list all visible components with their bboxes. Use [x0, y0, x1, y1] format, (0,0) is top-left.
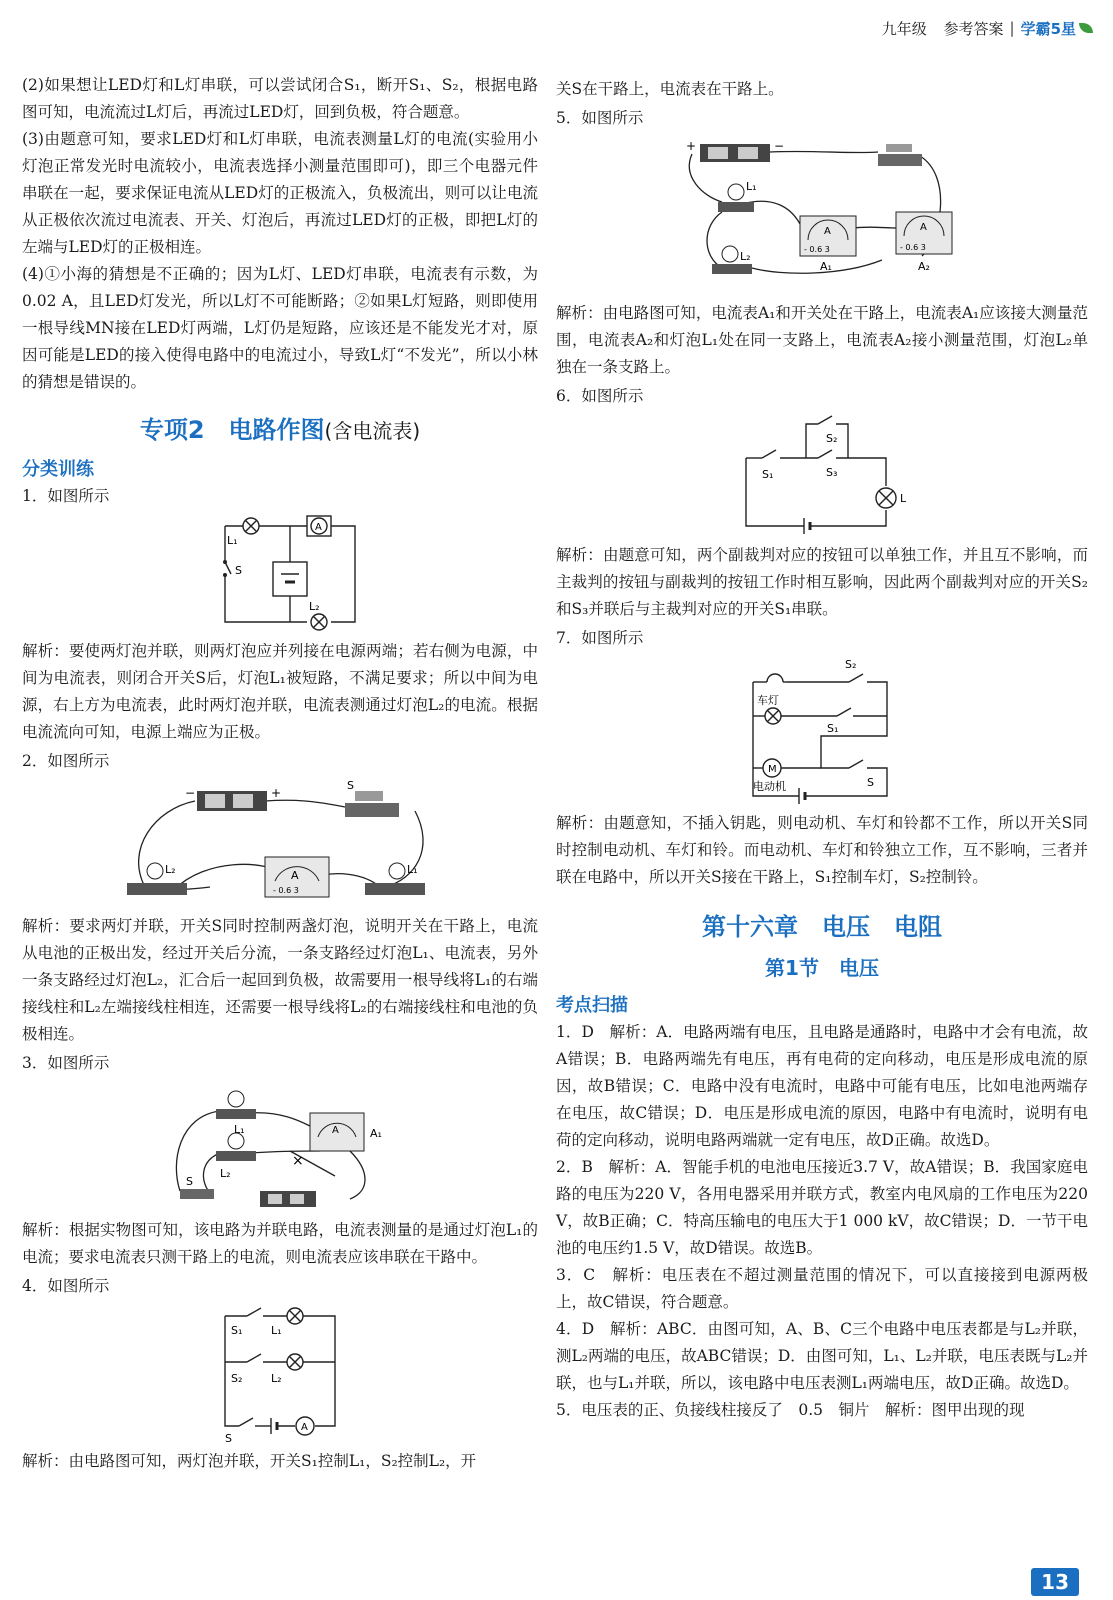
- key-answer-5: 5．电压表的正、负接线柱接反了 0.5 铜片 解析：图甲出现的现: [556, 1401, 1025, 1419]
- f5-ammeter2-label: A: [920, 222, 927, 233]
- answer-2: 解析：要求两灯并联，开关S同时控制两盏灯泡，说明开关在干路上，电流从电池的正极出发，经过开关后分流，一条支路经过灯泡L₁、电流表，另外一条支路经过灯泡L₂，汇合后一起回到负极，故需要用一根导线将L₁的右端接线柱和L₂左端接线柱相连，还需要一根导线将L₂的右端接线柱和电池的负极相连。: [22, 917, 538, 1043]
- f5-plus: +: [686, 139, 697, 153]
- f4-s1-label: S₁: [231, 1324, 243, 1337]
- chapter-title: 第十六章 电压 电阻: [702, 913, 942, 941]
- f4-l1-label: L₁: [271, 1324, 282, 1337]
- f5-scale-1: - 0.6 3: [804, 245, 830, 254]
- question-6-label: 6．如图所示: [556, 387, 644, 405]
- answer-3: 解析：根据实物图可知，该电路为并联电路，电流表测量的是通过灯泡L₁的电流；要求电流表只测干路上的电流，则电流表应该串联在干路中。: [22, 1221, 538, 1266]
- f7-motor-label: 电动机: [753, 780, 786, 793]
- page-number: 13: [1031, 1568, 1079, 1596]
- f6-l-label: L: [900, 492, 907, 505]
- f2-s-label: S: [347, 779, 354, 792]
- f3-l1-label: L₁: [234, 1123, 245, 1136]
- f5-l2-label: L₂: [740, 250, 751, 263]
- figure-2-physical-circuit: [115, 779, 445, 909]
- f1-l1-label: L₁: [227, 534, 238, 547]
- question-5-label: 5．如图所示: [556, 109, 644, 127]
- figure-4-circuit: [205, 1304, 355, 1444]
- question-7-label: 7．如图所示: [556, 629, 644, 647]
- figure-1-circuit: [195, 514, 365, 634]
- f7-s1-label: S₁: [827, 722, 839, 735]
- paragraph-3: (3)由题意可知，要求LED灯和L灯串联，电流表测量L灯的电流(实验用小灯泡正常发光时电流较小，电流表选择小测量范围即可)，即三个电器元件串联在一起，要求保证电流从LED灯的正极流入，负极流出，则可以让电流从正极依次流过电流表、开关、灯泡后，再流过LED灯的正极，即把L灯的左端与LED灯的正极相连。: [22, 130, 538, 256]
- f7-s2-label: S₂: [845, 658, 857, 671]
- f2-plus: +: [271, 786, 282, 800]
- f7-motor-symbol: M: [768, 764, 777, 775]
- answer-1: 解析：要使两灯泡并联，则两灯泡应并列接在电源两端；若右侧为电源，中间为电流表，则闭合开关S后，灯泡L₁被短路，不满足要求；所以中间为电源，右上方为电流表，此时两灯泡并联，电流表测通过灯泡L₂的电流。根据电流流向可知，电源上端应为正极。: [22, 642, 538, 741]
- f1-s-label: S: [235, 564, 242, 577]
- figure-5-physical-circuit: [682, 136, 962, 296]
- brand-logo: 学霸5星: [1020, 19, 1076, 38]
- f5-scale-2: - 0.6 3: [900, 243, 926, 252]
- f4-s2-label: S₂: [231, 1372, 243, 1385]
- f5-l1-label: L₁: [746, 180, 757, 193]
- answer-7: 解析：由题意知，不插入钥匙，则电动机、车灯和铃都不工作，所以开关S同时控制电动机、车灯和铃。而电动机、车灯和铃独立工作，互不影响，三者并联在电路中，所以开关S接在干路上，S₁控制车灯，S₂控制铃。: [556, 814, 1088, 886]
- f3-s-label: S: [186, 1175, 193, 1188]
- left-column: [22, 72, 538, 1475]
- f7-s-label: S: [867, 776, 874, 789]
- f3-ammeter-label: A: [332, 1125, 339, 1136]
- key-answer-4: 4．D 解析：ABC．由图可知，A、B、C三个电路中电压表都是与L₂并联，测L₂两端的电压，故ABC错误；D．由图可知，L₁、L₂并联，电压表既与L₂并联，也与L₁并联，所以，该电路中电压表测L₁两端电压，故D正确。故选D。: [556, 1320, 1088, 1392]
- key-points-heading: 考点扫描: [556, 995, 628, 1016]
- section-title: [22, 410, 538, 445]
- subsection-heading: 分类训练: [22, 459, 94, 480]
- f5-a2-label: A₂: [918, 260, 930, 273]
- key-answer-1: 1．D 解析：A．电路两端有电压，且电路是通路时，电路中才会有电流，故A错误；B．电路两端先有电压，再有电荷的定向移动，电压是形成电流的原因，故B错误；C．电路中没有电流时，电路中可能有电压，比如电池两端存在电压，故C错误；D．电压是形成电流的原因，电路中有电流时，说明有电荷的定向移动，说明电路两端就一定有电压，故D正确。故选D。: [556, 1023, 1088, 1149]
- f1-l2-label: L₂: [309, 600, 320, 613]
- f4-s-label: S: [225, 1432, 232, 1444]
- f3-a1-label: A₁: [370, 1127, 382, 1140]
- leaf-icon: [1079, 23, 1093, 33]
- question-2-label: 2．如图所示: [22, 752, 110, 770]
- figure-3-physical-circuit: [160, 1081, 400, 1213]
- f7-headlight-label: 车灯: [757, 694, 779, 707]
- f2-scale: - 0.6 3: [273, 886, 299, 895]
- right-column: [556, 76, 1088, 1424]
- question-3-label: 3．如图所示: [22, 1054, 110, 1072]
- f3-l2-label: L₂: [220, 1167, 231, 1180]
- f5-ammeter1-label: A: [824, 226, 831, 237]
- f2-minus: −: [185, 786, 196, 800]
- header-divider: |: [1009, 19, 1015, 37]
- f2-l1-label: L₁: [407, 863, 418, 876]
- answer-4-continued: 关S在干路上，电流表在干路上。: [556, 80, 784, 98]
- question-1-label: 1．如图所示: [22, 487, 110, 505]
- f5-minus: −: [774, 139, 785, 153]
- f3-cross-mark: ×: [292, 1153, 304, 1169]
- question-4-label: 4．如图所示: [22, 1277, 110, 1295]
- f2-l2-label: L₂: [165, 863, 176, 876]
- answer-4: 解析：由电路图可知，两灯泡并联，开关S₁控制L₁，S₂控制L₂，开: [22, 1452, 477, 1470]
- f4-l2-label: L₂: [271, 1372, 282, 1385]
- answer-6: 解析：由题意可知，两个副裁判对应的按钮可以单独工作，并且互不影响，而主裁判的按钮与副裁判的按钮工作时相互影响，因此两个副裁判对应的开关S₂和S₃并联后与主裁判对应的开关S₁串联。: [556, 546, 1088, 618]
- section-title-text: 专项2 电路作图: [139, 416, 325, 444]
- f6-s1-label: S₁: [762, 468, 774, 481]
- key-answer-3: 3．C 解析：电压表在不超过测量范围的情况下，可以直接接到电源两极上，故C错误，符合题意。: [556, 1266, 1088, 1311]
- f5-a1-label: A₁: [820, 260, 832, 273]
- answer-5: 解析：由电路图可知，电流表A₁和开关处在干路上，电流表A₁应该接大测量范围，电流表A₂和灯泡L₁处在同一支路上，电流表A₂接小测量范围，灯泡L₂单独在一条支路上。: [556, 304, 1088, 376]
- f6-s2-label: S₂: [826, 432, 838, 445]
- header-separator: [933, 19, 938, 37]
- paragraph-4: (4)①小海的猜想是不正确的；因为L灯、LED灯串联，电流表有示数，为0.02 A，且LED灯发光，所以L灯不可能断路；②如果L灯短路，则即使用一根导线MN接在LED灯两端，L灯仍是短路，应该还是不能发光才对，原因可能是LED的接入使得电路中的电流过小，导致L灯“不发光”，所以小林的猜想是错误的。: [22, 265, 538, 391]
- grade-label: 九年级: [881, 19, 927, 38]
- f6-s3-label: S₃: [826, 466, 838, 479]
- figure-7-circuit: [737, 656, 907, 806]
- f2-ammeter-label: A: [291, 869, 299, 882]
- key-answer-2: 2．B 解析：A．智能手机的电池电压接近3.7 V，故A错误；B．我国家庭电路的电压为220 V，各用电器采用并联方式，教室内电风扇的工作电压为220 V，故B正确；C．特高压输电的电压大于1 000 kV，故C错误；D．一节干电池的电压约1.5 V，故D错误。故选B。: [556, 1158, 1088, 1257]
- f4-ammeter-label: A: [301, 1422, 308, 1433]
- section-title-paren: (含电流表): [324, 419, 421, 443]
- paragraph-2: (2)如果想让LED灯和L灯串联，可以尝试闭合S₁，断开S₁、S₂，根据电路图可知，电流流过L灯后，再流过LED灯，回到负极，符合题意。: [22, 76, 538, 121]
- section-1-title: 第1节 电压: [765, 956, 879, 980]
- figure-6-circuit: [732, 414, 912, 538]
- page-header: [882, 8, 1093, 48]
- section-label: 参考答案: [943, 19, 1004, 38]
- f1-ammeter-label: A: [315, 522, 322, 533]
